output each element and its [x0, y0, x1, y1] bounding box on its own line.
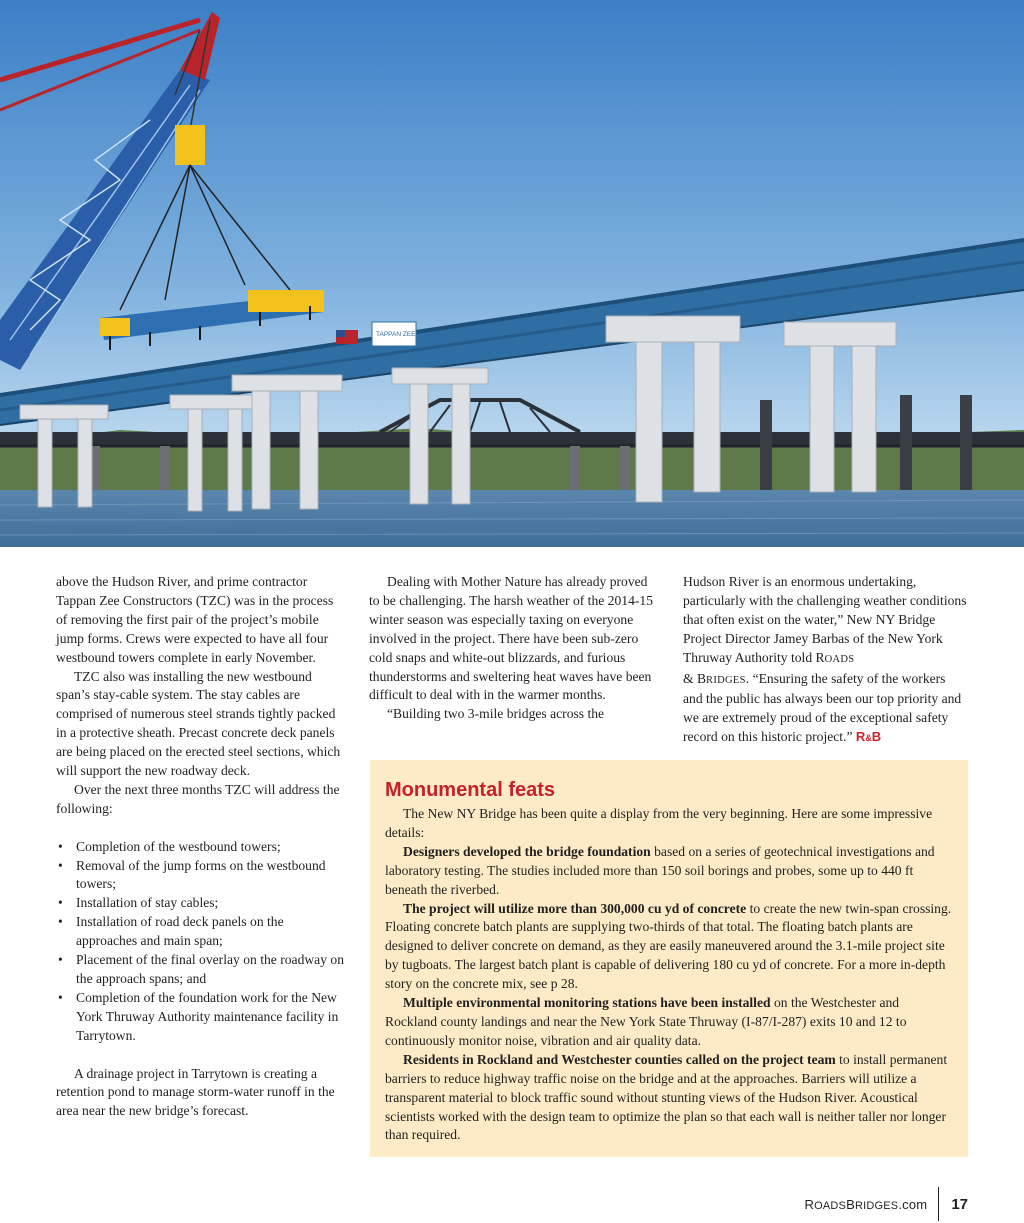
sidebar-item: Multiple environmental monitoring stations have been installed on the Westchester and Rockland county landings and near the New York State Thruway (I-87/I-287) exits 10 and 12 to continuously monitor noise, vibration and air quality data.: [385, 995, 907, 1048]
sign-text: TAPPAN ZEE: [376, 331, 416, 338]
sidebar-item: The project will utilize more than 300,000 cu yd of concrete to create the new twin-span crossing. Floating concrete batch plants are supplying two-thirds of that total. The floating batch plants are designed to deliver concrete on demand, as they are easily maneuvered around the 3.1-mile project site by tugboats. The largest batch plant is capable of delivering 180 cu yd of concrete. For a more in-depth story on the concrete mix, see p 28.: [385, 900, 952, 992]
paragraph: A drainage project in Tarrytown is creating a retention pond to manage storm-water runoff in the area near the new bridge’s forecast.: [56, 1065, 335, 1119]
sidebar-item: Residents in Rockland and Westchester counties called on the project team to install permanent barriers to reduce highway traffic noise on the bridge and at the approaches. Barriers will utilize a transparent material to block traffic sound without stunting views of the Hudson River. Acoustical scientists worked with the design team to optimize the plan so that each wall is neither taller nor longer than required.: [385, 1051, 948, 1143]
rb-end-logo: R&B: [855, 729, 882, 745]
site-url: ROADSBRIDGES.com: [804, 1196, 928, 1212]
column-1: [56, 573, 346, 1121]
magazine-name-bridges: & BRIDGES: [683, 670, 746, 686]
paragraph: Dealing with Mother Nature has already proved to be challenging. The harsh weather of the 2014-15 winter season was especially taxing on everyone involved in the project. There have been sub-zero cold snaps and white-out blizzards, and furious thunderstorms and sweltering heat waves have been difficult to deal with in the warmer months.: [369, 574, 653, 703]
list-item: • Completion of the foundation work for the New York Thruway Authority maintenance facility in Tarrytown.: [56, 989, 346, 1046]
column-3: [683, 573, 968, 748]
list-item: • Completion of the westbound towers;: [56, 838, 346, 857]
paragraph: above the Hudson River, and prime contractor Tappan Zee Constructors (TZC) was in the process of removing the first pair of the project’s mobile jump forms. Crews were expected to have all four westbound towers complete in early November.: [56, 574, 334, 665]
page-footer: [805, 1187, 969, 1221]
list-item: • Removal of the jump forms on the westbound towers;: [56, 857, 346, 895]
list-item: • Installation of stay cables;: [56, 894, 346, 913]
monumental-feats-sidebar: [370, 760, 968, 1157]
magazine-name-roads: ROADS: [815, 649, 855, 665]
sidebar-item: Designers developed the bridge foundation based on a series of geotechnical investigations and laboratory testing. The studies included more than 150 soil borings and probes, some up to 440 ft beneath the riverbed.: [385, 843, 935, 897]
list-item: • Installation of road deck panels on the approaches and main span;: [56, 913, 346, 951]
task-list: [56, 838, 346, 1046]
paragraph: TZC also was installing the new westbound span’s stay-cable system. The stay cables are comprised of numerous steel strands tightly packed in a protective sheath. Precast concrete deck panels are being placed on the erected steel sections, which will support the new roadway deck.: [56, 668, 341, 779]
list-item: • Placement of the final overlay on the roadway on the approach spans; and: [56, 951, 346, 989]
water: [0, 490, 1024, 547]
sidebar-title: Monumental feats: [385, 779, 556, 801]
paragraph: Over the next three months TZC will address the following:: [56, 781, 340, 816]
sidebar-intro: The New NY Bridge has been quite a display from the very beginning. Here are some impressive details:: [385, 806, 933, 840]
page-number: 17: [951, 1195, 968, 1213]
footer-divider: [938, 1187, 939, 1221]
paragraph: Hudson River is an enormous undertaking, particularly with the challenging weather conditions that often exist on the water,” New NY Bridge Project Director Jamey Barbas of the New York Thruway Authority told ROADS & BRIDGES. “Ensuring the safety of the workers and the public has always been our top priority and we are extremely proud of the exceptional safety record on this historic project.” R&B: [683, 574, 967, 745]
paragraph: “Building two 3-mile bridges across the: [387, 706, 605, 722]
bridge-photo: [0, 0, 1024, 547]
column-2: [369, 573, 654, 724]
